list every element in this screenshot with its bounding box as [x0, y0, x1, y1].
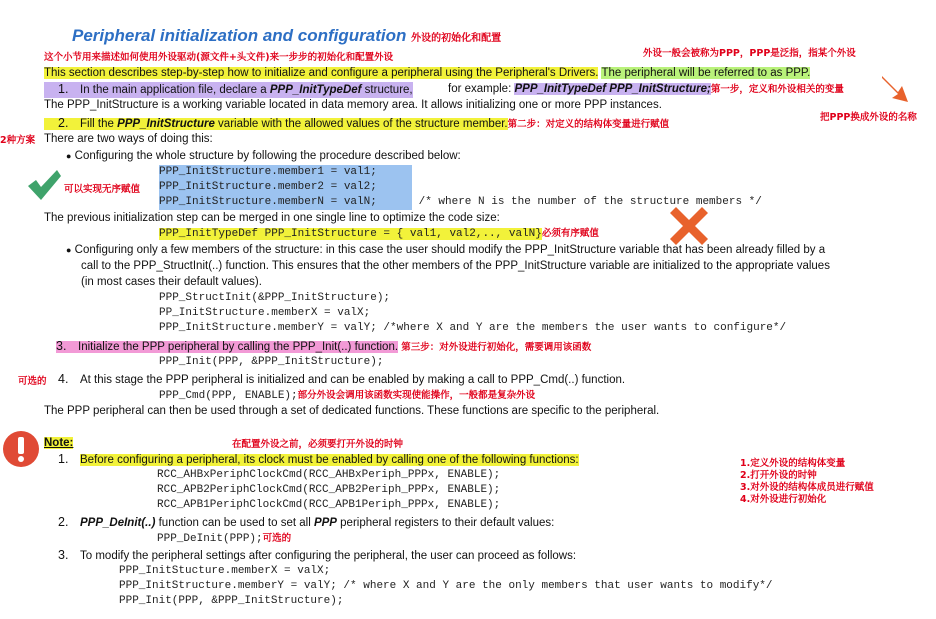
code-mod-y: PPP_InitStructure.memberY = valY; /* where X and Y are the only members that user wants to modify*/	[119, 580, 773, 592]
ppp-annotation: 外设一般会被称为PPP，PPP是泛指，指某个外设	[643, 48, 856, 59]
step2-text-c: variable with the allowed values of the structure member.	[214, 118, 508, 130]
code-mod-init: PPP_Init(PPP, &PPP_InitStructure);	[119, 595, 344, 607]
step2-highlight	[44, 118, 508, 130]
summary-item: 1.定义外设的结构体变量	[740, 458, 846, 469]
rename-annotation: 把PPP换成外设的名称	[820, 112, 917, 123]
cross-icon	[668, 205, 710, 247]
arrow-down-right-icon	[878, 70, 914, 106]
code-apb1: RCC_APB1PeriphClockCmd(RCC_APB1Periph_PPPx, ENABLE);	[157, 499, 501, 511]
code-mod-x: PPP_InitStucture.memberX = valX;	[119, 565, 331, 577]
step1-description: The PPP_InitStructure is a working variable located in data memory area. It allows initializing one or more PPP instances.	[44, 99, 662, 111]
step3-number: 3.	[56, 339, 67, 353]
step1-number: 1.	[58, 82, 69, 96]
step1-example	[448, 82, 844, 97]
step1	[44, 82, 413, 98]
deinit-annotation: 可选的	[262, 533, 292, 544]
note1-number: 1.	[58, 452, 69, 466]
bullet2-line2: call to the PPP_StructInit(..) function. This ensures that the other members of the PPP_InitStructure variable are initialized to the appropriate values	[81, 260, 830, 272]
code-memberY: PPP_InitStructure.memberY = valY; /*where X and Y are the members the user wants to configure*/	[159, 322, 787, 334]
bullet-few-members	[66, 243, 825, 258]
code-member1: PPP_InitStructure.member1 = val1;	[159, 165, 412, 180]
two-ways-text: There are two ways of doing this:	[44, 133, 213, 145]
step1-declaration: PPP_InitTypeDef PPP_InitStructure;	[514, 83, 711, 95]
bullet2-line3: (in most cases their default values).	[81, 276, 262, 288]
two-ways-annotation: 2种方案	[0, 135, 36, 146]
title-annotation: 外设的初始化和配置	[411, 33, 502, 44]
code-structinit: PPP_StructInit(&PPP_InitStructure);	[159, 292, 391, 304]
summary-item: 3.对外设的结构体成员进行赋值	[740, 482, 874, 493]
intro-ppp-text: The peripheral will be referred to as PPP.	[601, 67, 811, 79]
code-cmd: PPP_Cmd(PPP, ENABLE);	[159, 390, 298, 402]
step2-text-a: Fill the	[80, 118, 118, 130]
code-memberX: PP_InitStructure.memberX = valX;	[159, 307, 371, 319]
bullet1-text: Configuring the whole structure by following the procedure described below:	[74, 150, 461, 162]
step1-annotation: 第一步，定义和外设相关的变量	[710, 84, 844, 95]
note2-text-b: function can be used to set all	[155, 517, 314, 529]
note3-text: To modify the peripheral settings after configuring the peripheral, the user can proceed as follows:	[80, 550, 577, 562]
step3-text: Initialize the PPP peripheral by calling the PPP_Init(..) function.	[78, 341, 399, 353]
step4-text: At this stage the PPP peripheral is initialized and can be enabled by making a call to PPP_Cmd(..) function.	[80, 374, 626, 386]
code-ahb: RCC_AHBxPeriphClockCmd(RCC_AHBxPeriph_PPPx, ENABLE);	[157, 469, 501, 481]
unordered-annotation: 可以实现无序赋值	[64, 184, 141, 195]
check-icon	[26, 168, 62, 202]
step3-annotation: 第三步：对外设进行初始化，需要调用该函数	[401, 342, 592, 353]
ordered-annotation: 必须有序赋值	[541, 228, 599, 239]
step3	[56, 339, 591, 355]
note1-text: Before configuring a peripheral, its clock must be enabled by calling one of the following functions:	[80, 454, 579, 466]
note2-text-d: peripheral registers to their default values:	[336, 517, 555, 529]
step2	[44, 116, 669, 132]
code-merged-line	[159, 226, 599, 242]
step4-number: 4.	[58, 372, 69, 386]
step1-text-c: structure,	[361, 84, 413, 96]
step1-type: PPP_InitTypeDef	[269, 84, 362, 96]
code-memberN-comment: /* where N is the number of the structure members */	[412, 196, 762, 208]
intro-paragraph	[44, 66, 810, 81]
bullet-dot: ●	[66, 151, 72, 161]
code-deinit-line	[157, 531, 291, 547]
step1-text-d: for example:	[448, 83, 515, 95]
cmd-annotation: 部分外设会调用该函数实现使能操作，一般都是复杂外设	[297, 390, 536, 401]
bullet2-line1: Configuring only a few members of the structure: in this case the user should modify the PPP_InitStructure variable that has been already filled by a	[74, 244, 826, 256]
step4	[58, 372, 625, 388]
code-init: PPP_Init(PPP, &PPP_InitStructure);	[159, 356, 384, 368]
step2-annotation: 第二步：对定义的结构体变量进行赋值	[507, 119, 670, 130]
bullet-whole-structure	[66, 149, 461, 164]
title-text: Peripheral initialization and configuration	[72, 26, 407, 45]
step1-text-a: In the main application file, declare a	[80, 84, 270, 96]
note1	[58, 452, 579, 468]
step2-variable: PPP_InitStructure	[117, 118, 215, 130]
optional-annotation: 可选的	[18, 376, 47, 387]
page-title	[72, 25, 501, 50]
code-member2: PPP_InitStructure.member2 = val2;	[159, 180, 412, 195]
merged-text: The previous initialization step can be merged in one single line to optimize the code size:	[44, 212, 500, 224]
summary-item: 4.对外设进行初始化	[740, 494, 827, 505]
intro-annotation: 这个小节用来描述如何使用外设驱动(源文件+头文件)来一步步的初始化和配置外设	[44, 52, 394, 63]
code-merged: PPP_InitTypeDef PPP_InitStructure = { val1, val2,.., valN}	[159, 228, 542, 240]
note-annotation: 在配置外设之前，必须要打开外设的时钟	[232, 439, 404, 450]
summary-item: 2.打开外设的时钟	[740, 470, 817, 481]
step3-highlight	[56, 341, 398, 353]
exclamation-icon	[2, 430, 40, 468]
note-heading	[44, 436, 73, 451]
note2	[58, 515, 554, 531]
note2-ppp: PPP	[313, 517, 337, 529]
note2-function: PPP_DeInit(..)	[80, 517, 156, 529]
dedicated-text: The PPP peripheral can then be used through a set of dedicated functions. These functions are specific to the peripheral.	[44, 405, 660, 417]
note-label: Note:	[44, 437, 74, 449]
code-memberN: PPP_InitStructure.memberN = valN;	[159, 195, 412, 210]
code-deinit: PPP_DeInit(PPP);	[157, 533, 263, 545]
bullet-dot: ●	[66, 245, 72, 255]
intro-text: This section describes step-by-step how to initialize and configure a peripheral using the Peripheral's Drivers.	[44, 67, 599, 79]
code-cmd-line	[159, 388, 535, 404]
note3-number: 3.	[58, 548, 69, 562]
note3	[58, 548, 576, 564]
step2-number: 2.	[58, 116, 69, 130]
note2-number: 2.	[58, 515, 69, 529]
code-apb2: RCC_APB2PeriphClockCmd(RCC_APB2Periph_PPPx, ENABLE);	[157, 484, 501, 496]
